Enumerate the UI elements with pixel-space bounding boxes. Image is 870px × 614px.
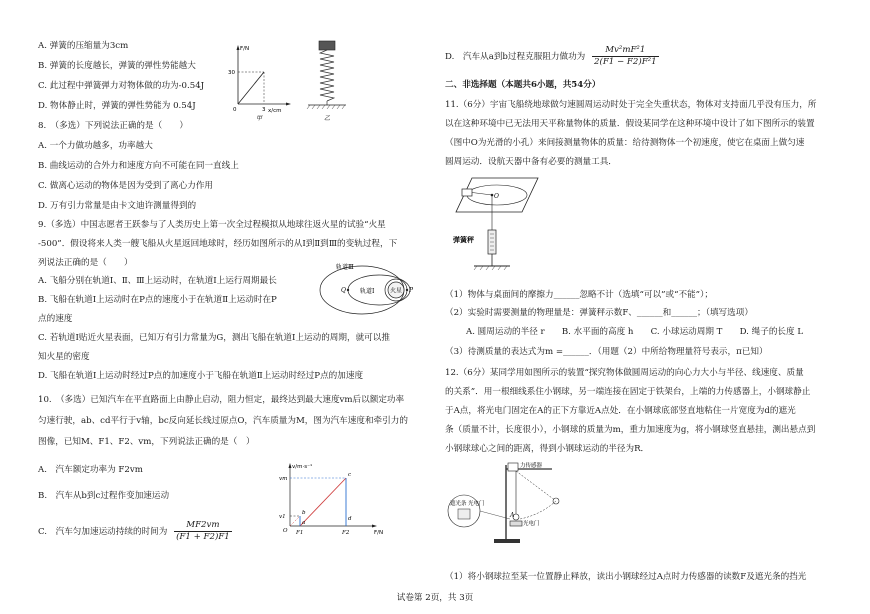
q11-fig-spring-label: 弹簧秤 — [453, 235, 474, 244]
q7-fig-ylabel: F/N — [240, 46, 250, 52]
q9-fig-point-q: Q — [341, 287, 346, 294]
q9-option-b-line2: 点的速度 — [38, 314, 73, 324]
q12-fig-sensor-label: 力传感器 — [520, 463, 543, 469]
q10-option-d-fraction — [592, 45, 659, 68]
q10-fig-v1: v1 — [279, 514, 286, 520]
q10-fig-point-b: b — [302, 510, 306, 516]
q11-stem-line1: 11.（6分）宇宙飞船绕地球做匀速圆周运动时处于完全失重状态，物体对支持面几乎没有压力，所 — [445, 100, 817, 110]
q12-stem-line4: 条（质量不计，长度很小），小钢球的质量为m，重力加速度为g，将小钢球竖直悬挂，测出悬点到 — [445, 425, 816, 435]
q9-stem-line1: 9.（多选）中国志愿者王跃参与了人类历史上第一次全过程模拟从地球往返火星的试验“火星 — [38, 220, 386, 230]
q9-fig-mars-label: 火星 — [390, 287, 403, 295]
q7-fig-spring — [306, 38, 348, 124]
q12-fig-shade-label: 遮光条 — [450, 501, 467, 507]
q10-option-a: A. 汽车额定功率为 F2vm — [38, 465, 143, 475]
q10-fig-velocity-force — [276, 458, 388, 544]
page-footer: 试卷第 2页，共 3页 — [396, 593, 474, 603]
q7-fig-origin: 0 — [233, 107, 237, 113]
q10-option-c — [38, 520, 232, 543]
q11-fig-hole-o: O — [494, 193, 499, 200]
q10-option-d-denominator: 2(F1 − F2)F²1 — [594, 57, 657, 67]
q9-stem-line3: 列说法正确的是（ ） — [38, 258, 133, 268]
q11-stem-line2: 以在这种环境中已无法用天平称量物体的质量．假设某同学在这种环境中设计了如下图所示的装置 — [445, 119, 815, 129]
q10-fig-f2: F2 — [342, 530, 350, 536]
q12-stem-line3: 于A点，将光电门固定在A的正下方靠近A点处．在小钢球底部竖直地粘住一片宽度为d的遮光 — [445, 406, 796, 416]
q11-stem-line4: 圆周运动．设航天器中备有必要的测量工具． — [445, 157, 617, 167]
q10-option-c-numerator: MF2vm — [174, 520, 232, 532]
q7-option-d: D. 物体静止时，弹簧的弹性势能为 0.54J — [38, 101, 196, 111]
q11-stem-line3: （图中O为光滑的小孔）来间接测量物体的质量：给待测物体一个初速度，使它在桌面上做匀速 — [445, 138, 805, 148]
q8-stem: 8. （多选）下列说法正确的是（ ） — [38, 121, 188, 131]
q12-fig-point-a: A — [510, 512, 515, 519]
q10-option-b: B. 汽车从b到c过程作变加速运动 — [38, 491, 170, 501]
q9-stem-line2: -500”．假设将来人类一艘飞船从火星返回地球时，经历如图所示的从Ⅰ到Ⅱ到Ⅲ的变轨过程，下 — [38, 239, 398, 249]
q8-option-d: D. 万有引力常量是由卡文迪许测量得到的 — [38, 201, 197, 211]
q12-stem-line1: 12.（6分）某同学用如图所示的装置“探究物体做圆周运动的向心力大小与半径、线速度、质量 — [445, 368, 804, 378]
q7-fig-xtick: 3 — [262, 107, 266, 113]
q7-fig-caption-b: 乙 — [324, 115, 331, 122]
q10-option-d-numerator: Mv²mF²1 — [592, 45, 659, 57]
q9-option-c-line1: C. 若轨道Ⅰ贴近火星表面，已知万有引力常量为G，测出飞船在轨道Ⅰ上运动的周期，就可以推 — [38, 333, 390, 343]
q10-option-c-denominator: (F1 + F2)F1 — [176, 532, 230, 542]
q10-stem-line2: 匀速行驶，ab、cd平行于v轴，bc反向延长线过原点O，汽车质量为M，图为汽车速度和牵引力的 — [38, 416, 408, 426]
q10-fig-xlabel: F/N — [374, 530, 384, 536]
q10-stem-line3: 图像，已知M、F1、F2、vm，下列说法正确的是（ ） — [38, 437, 255, 447]
q10-fig-ylabel: v/m·s⁻¹ — [292, 464, 313, 470]
q10-fig-origin: O — [283, 528, 288, 534]
q7-option-a: A. 弹簧的压缩量为3cm — [38, 41, 129, 51]
q10-option-c-fraction — [174, 520, 232, 543]
q10-option-c-text: C. 汽车匀加速运动持续的时间为 — [38, 527, 168, 537]
q8-option-a: A. 一个力做功越多，功率越大 — [38, 141, 153, 151]
section-heading: 二、非选择题（本题共6小题，共54分） — [445, 80, 601, 90]
q7-option-c: C. 此过程中弹簧弹力对物体做的功为-0.54J — [38, 81, 205, 91]
q9-option-a: A. 飞船分别在轨道Ⅰ、Ⅱ、Ⅲ上运动时，在轨道Ⅰ上运行周期最长 — [38, 276, 277, 286]
q9-option-d: D. 飞船在轨道Ⅰ上运动时经过P点的加速度小于飞船在轨道Ⅱ上运动时经过P点的加速度 — [38, 371, 364, 381]
q9-option-b-line1: B. 飞船在轨道Ⅰ上运动时在P点的速度小于在轨道Ⅱ上运动时在P — [38, 295, 277, 305]
q12-sub1: （1）将小钢球拉至某一位置静止释放，读出小钢球经过A点时力传感器的读数F及遮光条的挡光 — [445, 572, 807, 582]
q12-fig-apparatus — [444, 459, 594, 549]
q8-option-b: B. 曲线运动的合外力和速度方向不可能在同一直线上 — [38, 161, 239, 171]
q10-fig-point-c: c — [348, 472, 352, 478]
q12-stem-line5: 小钢球球心之间的距离，得到小钢球运动的半径为R． — [445, 444, 650, 454]
q7-option-b: B. 弹簧的长度越长，弹簧的弹性势能越大 — [38, 61, 196, 71]
q9-fig-orbit1-label: 轨道Ⅰ — [360, 288, 375, 295]
q10-option-d-text: D. 汽车从a到b过程克服阻力做功为 — [445, 52, 586, 62]
q9-fig-point-p: P — [409, 287, 414, 294]
q9-fig-orbit3-label: 轨道Ⅲ — [336, 264, 354, 271]
q7-fig-force-displacement — [226, 40, 296, 122]
q7-fig-xlabel: x/cm — [268, 108, 282, 114]
q10-option-d — [445, 45, 659, 68]
q10-fig-vm: vm — [279, 476, 288, 482]
q8-option-c: C. 做离心运动的物体是因为受到了离心力作用 — [38, 181, 214, 191]
q10-fig-point-d: d — [348, 516, 352, 522]
q11-sub3: （3）待测质量的表达式为m =______．（用题（2）中所给物理量符号表示，π已知） — [445, 347, 768, 357]
q7-fig-ytick: 30 — [228, 70, 235, 76]
q11-sub2: （2）实验时需要测量的物理量是：弹簧秤示数F、______和______；（填写选项） — [445, 308, 753, 318]
q9-option-c-line2: 知火星的密度 — [38, 352, 90, 362]
q11-sub1: （1）物体与桌面间的摩擦力______忽略不计（选填“可以”或“不能”）； — [445, 290, 713, 300]
q12-fig-gate-inset-label: 光电门 — [468, 501, 485, 507]
q12-fig-gate-label: 光电门 — [523, 521, 540, 527]
q9-fig-orbits — [318, 256, 430, 322]
q11-fig-apparatus — [452, 170, 542, 276]
q12-stem-line2: 的关系”．用一根细线系住小钢球，另一端连接在固定于铁架台，上端的力传感器上，小钢球静止 — [445, 387, 811, 397]
q10-fig-f1: F1 — [296, 530, 304, 536]
q10-stem-line1: 10. （多选）已知汽车在平直路面上由静止启动，阻力恒定，最终达到最大速度vm后以额定功率 — [38, 395, 405, 405]
q10-fig-point-a: a — [302, 520, 306, 526]
q11-options: A. 圆周运动的半径 r B. 水平面的高度 h C. 小球运动周期 T D. 绳子的长度 L — [466, 327, 804, 337]
q7-fig-caption-a: 甲 — [256, 115, 263, 122]
